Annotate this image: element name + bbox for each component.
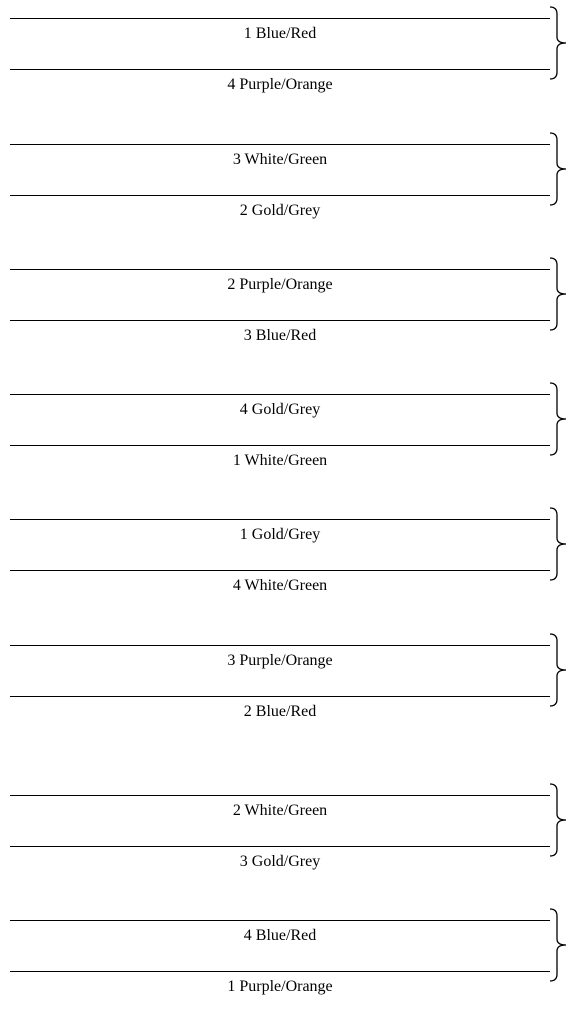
right-brace-icon (547, 6, 571, 80)
wire-line-top (10, 920, 550, 921)
wire-label-bottom: 2 Gold/Grey (239, 202, 321, 219)
wire-pair-5 (0, 519, 572, 609)
wire-line-bottom (10, 846, 550, 847)
wire-line-bottom (10, 445, 550, 446)
wire-label-top: 3 White/Green (232, 151, 328, 168)
wire-pair-6 (0, 645, 572, 735)
wire-line-top (10, 18, 550, 19)
wire-line-top (10, 645, 550, 646)
wire-line-top (10, 144, 550, 145)
wire-pair-2 (0, 144, 572, 234)
right-brace-icon (547, 908, 571, 982)
wire-label-bottom: 4 White/Green (232, 577, 328, 594)
wire-line-bottom (10, 195, 550, 196)
wire-line-top (10, 795, 550, 796)
wire-line-top (10, 394, 550, 395)
wire-line-bottom (10, 696, 550, 697)
wire-pair-3 (0, 269, 572, 359)
wire-label-bottom: 3 Blue/Red (243, 327, 317, 344)
wire-pair-8 (0, 920, 572, 1010)
wire-label-bottom: 2 Blue/Red (243, 703, 317, 720)
wire-line-top (10, 269, 550, 270)
wire-line-bottom (10, 69, 550, 70)
wire-label-top: 4 Gold/Grey (239, 401, 321, 418)
wire-label-bottom: 3 Gold/Grey (239, 853, 321, 870)
right-brace-icon (547, 507, 571, 581)
right-brace-icon (547, 783, 571, 857)
wire-label-top: 4 Blue/Red (243, 927, 317, 944)
wire-label-top: 3 Purple/Orange (227, 652, 333, 669)
right-brace-icon (547, 132, 571, 206)
right-brace-icon (547, 382, 571, 456)
wire-line-bottom (10, 570, 550, 571)
wire-line-bottom (10, 971, 550, 972)
wire-label-top: 1 Gold/Grey (239, 526, 321, 543)
wire-label-top: 2 White/Green (232, 802, 328, 819)
wire-label-top: 1 Blue/Red (243, 25, 317, 42)
right-brace-icon (547, 257, 571, 331)
wire-label-bottom: 1 Purple/Orange (227, 978, 333, 995)
wire-label-bottom: 1 White/Green (232, 452, 328, 469)
wire-line-bottom (10, 320, 550, 321)
wire-pair-1 (0, 18, 572, 108)
wire-label-bottom: 4 Purple/Orange (227, 76, 333, 93)
wire-line-top (10, 519, 550, 520)
wire-pair-4 (0, 394, 572, 484)
wire-pair-7 (0, 795, 572, 885)
wire-label-top: 2 Purple/Orange (227, 276, 333, 293)
right-brace-icon (547, 633, 571, 707)
